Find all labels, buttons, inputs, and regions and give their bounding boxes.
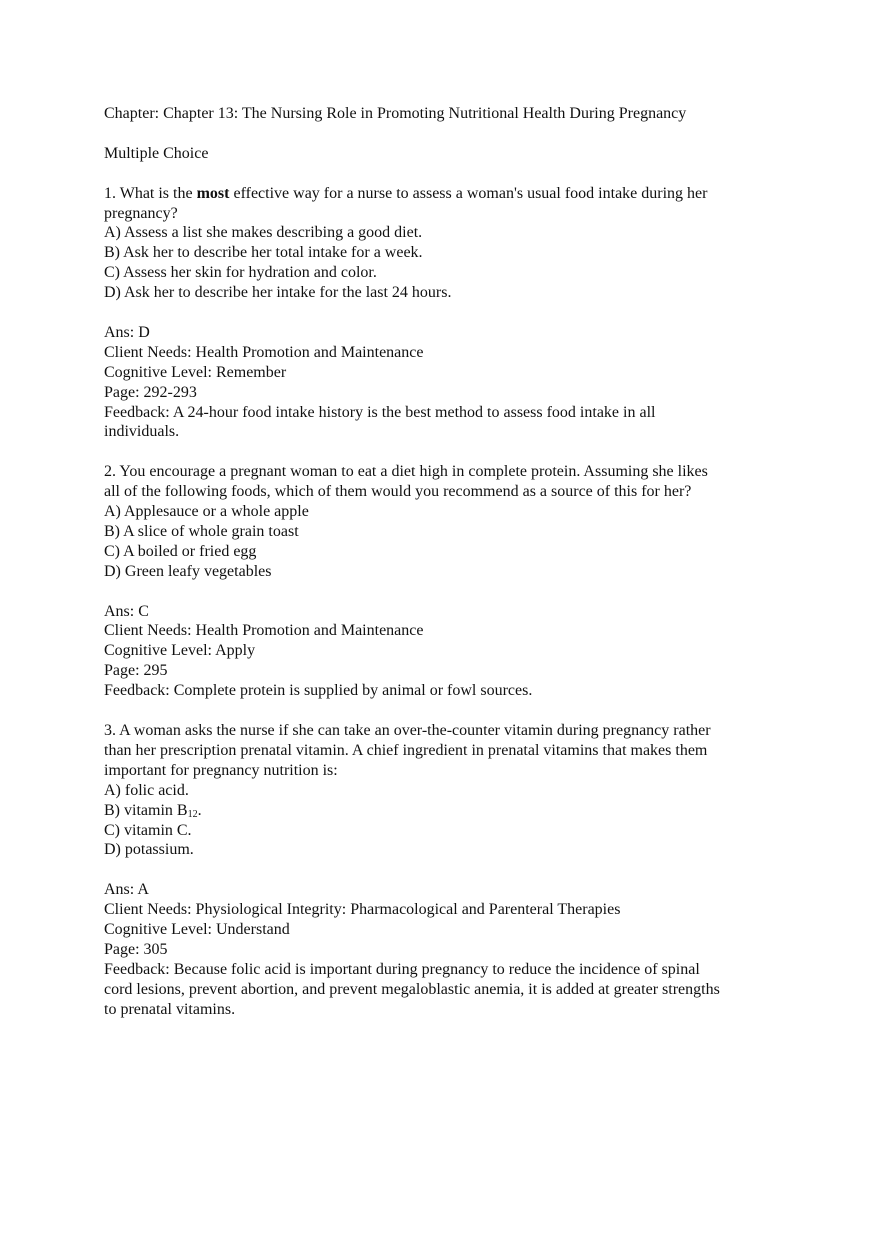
question-3-option-d: D) potassium. bbox=[104, 841, 194, 859]
question-1 bbox=[104, 184, 794, 443]
question-2-feedback: Feedback: Complete protein is supplied by animal or fowl sources. bbox=[104, 682, 533, 700]
document-page bbox=[104, 104, 794, 1020]
question-1-stem-post: effective way for a nurse to assess a woman's usual food intake during her bbox=[229, 184, 708, 202]
question-3-option-b-text: B) vitamin B bbox=[104, 801, 188, 819]
question-2-stem: 2. You encourage a pregnant woman to eat a diet high in complete protein. Assuming she likes bbox=[104, 463, 708, 481]
question-3-option-b bbox=[104, 801, 794, 821]
question-2 bbox=[104, 462, 794, 701]
question-2-option-a: A) Applesauce or a whole apple bbox=[104, 503, 309, 521]
question-1-feedback-cont: individuals. bbox=[104, 423, 180, 441]
spacer bbox=[104, 124, 794, 144]
question-2-option-b: B) A slice of whole grain toast bbox=[104, 522, 299, 540]
question-2-client-needs: Client Needs: Health Promotion and Maintenance bbox=[104, 622, 424, 640]
question-1-option-d: D) Ask her to describe her intake for the last 24 hours. bbox=[104, 284, 452, 302]
question-1-feedback: Feedback: A 24-hour food intake history is the best method to assess food intake in all bbox=[104, 403, 656, 421]
question-3-option-c: C) vitamin C. bbox=[104, 821, 192, 839]
question-3-answer: Ans: A bbox=[104, 881, 149, 899]
question-3-stem-cont: than her prescription prenatal vitamin. A chief ingredient in prenatal vitamins that makes them bbox=[104, 741, 708, 759]
question-3-feedback: Feedback: Because folic acid is important during pregnancy to reduce the incidence of spinal bbox=[104, 960, 700, 978]
question-2-option-d: D) Green leafy vegetables bbox=[104, 562, 272, 580]
question-3-client-needs: Client Needs: Physiological Integrity: Pharmacological and Parenteral Therapies bbox=[104, 901, 621, 919]
question-1-stem-cont: pregnancy? bbox=[104, 204, 178, 222]
question-1-page: Page: 292-293 bbox=[104, 383, 197, 401]
question-3-stem: 3. A woman asks the nurse if she can take an over-the-counter vitamin during pregnancy rather bbox=[104, 722, 711, 739]
question-3-cognitive-level: Cognitive Level: Understand bbox=[104, 921, 290, 939]
question-1-option-b: B) Ask her to describe her total intake for a week. bbox=[104, 244, 423, 262]
question-3-feedback-cont-2: to prenatal vitamins. bbox=[104, 1000, 236, 1018]
question-1-cognitive-level: Cognitive Level: Remember bbox=[104, 363, 287, 381]
question-2-cognitive-level: Cognitive Level: Apply bbox=[104, 642, 256, 660]
question-2-page: Page: 295 bbox=[104, 662, 168, 680]
spacer bbox=[104, 860, 794, 880]
question-2-answer: Ans: C bbox=[104, 602, 149, 620]
section-heading: Multiple Choice bbox=[104, 144, 209, 162]
question-1-answer: Ans: D bbox=[104, 323, 150, 341]
spacer bbox=[104, 442, 794, 462]
spacer bbox=[104, 303, 794, 323]
question-3-option-b-period: . bbox=[197, 801, 202, 819]
question-2-stem-cont: all of the following foods, which of them would you recommend as a source of this for her? bbox=[104, 483, 692, 501]
question-1-stem-emphasis: most bbox=[196, 184, 230, 202]
question-1-stem-pre: 1. What is the bbox=[104, 184, 197, 202]
question-3-page: Page: 305 bbox=[104, 940, 168, 958]
question-1-client-needs: Client Needs: Health Promotion and Maintenance bbox=[104, 343, 424, 361]
spacer bbox=[104, 164, 794, 184]
question-1-option-c: C) Assess her skin for hydration and color. bbox=[104, 264, 377, 282]
question-3-option-b-subscript: 12 bbox=[187, 808, 198, 820]
spacer bbox=[104, 701, 794, 721]
question-2-option-c: C) A boiled or fried egg bbox=[104, 542, 257, 560]
question-1-option-a: A) Assess a list she makes describing a good diet. bbox=[104, 224, 423, 242]
question-1-stem bbox=[104, 184, 794, 204]
question-3-stem-cont-2: important for pregnancy nutrition is: bbox=[104, 761, 338, 779]
question-3-feedback-cont: cord lesions, prevent abortion, and prevent megaloblastic anemia, it is added at greater strengths bbox=[104, 980, 720, 998]
chapter-title: Chapter: Chapter 13: The Nursing Role in Promoting Nutritional Health During Pregnancy bbox=[104, 105, 687, 122]
spacer bbox=[104, 582, 794, 602]
question-3 bbox=[104, 721, 794, 1020]
question-3-option-a: A) folic acid. bbox=[104, 781, 189, 799]
